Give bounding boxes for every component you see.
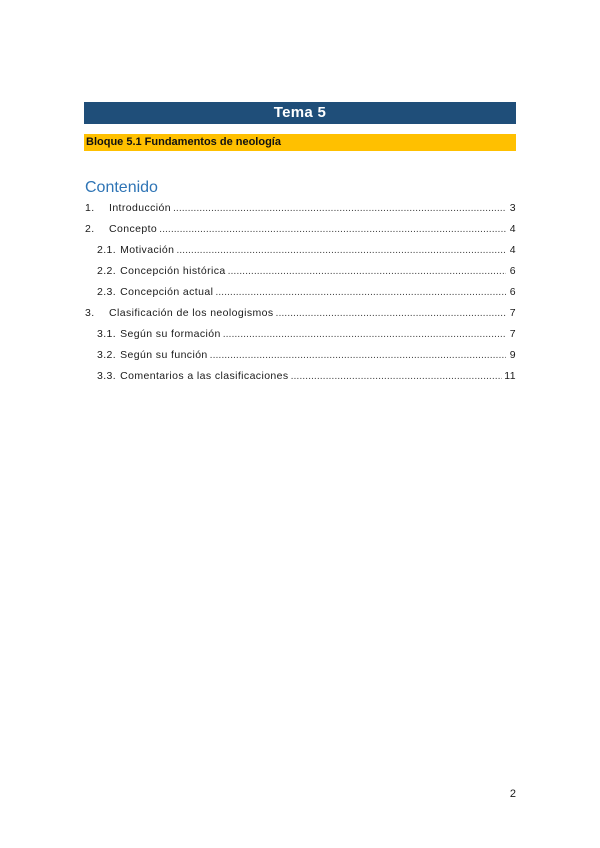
toc-dot-leader [215, 284, 506, 300]
toc-entry-number: 1. [85, 202, 95, 214]
toc-dot-leader [228, 263, 506, 279]
toc-entry-title: Clasificación de los neologismos [109, 307, 274, 319]
toc-dot-leader [223, 326, 506, 342]
toc-entry-page: 9 [509, 349, 516, 361]
toc-entry-page: 4 [509, 244, 516, 256]
toc-entry-concepcion-actual[interactable] [97, 284, 516, 300]
toc-dot-leader [210, 347, 506, 363]
toc-entry-concepcion-historica[interactable] [97, 263, 516, 279]
toc-entry-page: 3 [509, 202, 516, 214]
toc-entry-title: Según su función [120, 349, 208, 361]
toc-entry-number: 3.1. [97, 328, 117, 340]
toc-entry-clasificacion[interactable] [85, 305, 516, 321]
toc-heading: Contenido [85, 179, 158, 196]
toc-entry-segun-funcion[interactable] [97, 347, 516, 363]
toc-entry-number: 2.3. [97, 286, 117, 298]
toc-entry-page: 6 [509, 286, 516, 298]
page-number: 2 [509, 788, 516, 800]
toc-entry-motivacion[interactable] [97, 242, 516, 258]
toc-entry-page: 7 [509, 328, 516, 340]
toc-entry-title: Motivación [120, 244, 175, 256]
toc-entry-title: Comentarios a las clasificaciones [120, 370, 289, 382]
toc-entry-page: 4 [509, 223, 516, 235]
toc-entry-number: 2.1. [97, 244, 117, 256]
toc-entry-number: 3.3. [97, 370, 117, 382]
toc-entry-introduccion[interactable] [85, 200, 516, 216]
toc-entry-concepto[interactable] [85, 221, 516, 237]
toc-dot-leader [276, 305, 506, 321]
tema-title: Tema 5 [84, 102, 516, 124]
toc-entry-page: 11 [504, 370, 516, 382]
toc-entry-title: Concepción histórica [120, 265, 226, 277]
toc-entry-segun-formacion[interactable] [97, 326, 516, 342]
toc-entry-number: 3.2. [97, 349, 117, 361]
toc-entry-comentarios[interactable] [97, 368, 516, 384]
toc-entry-page: 7 [509, 307, 516, 319]
toc-entry-title: Introducción [109, 202, 172, 214]
toc-entry-number: 2. [85, 223, 95, 235]
toc-entry-number: 3. [85, 307, 95, 319]
toc-entry-number: 2.2. [97, 265, 117, 277]
toc-entry-title: Concepción actual [120, 286, 214, 298]
toc-entry-title: Concepto [109, 223, 158, 235]
toc-dot-leader [291, 368, 503, 384]
toc-entry-page: 6 [509, 265, 516, 277]
toc-entry-title: Según su formación [120, 328, 221, 340]
toc-dot-leader [159, 221, 506, 237]
bloque-title: Bloque 5.1 Fundamentos de neología [84, 134, 516, 151]
toc-dot-leader [176, 242, 506, 258]
toc-dot-leader [173, 200, 506, 216]
